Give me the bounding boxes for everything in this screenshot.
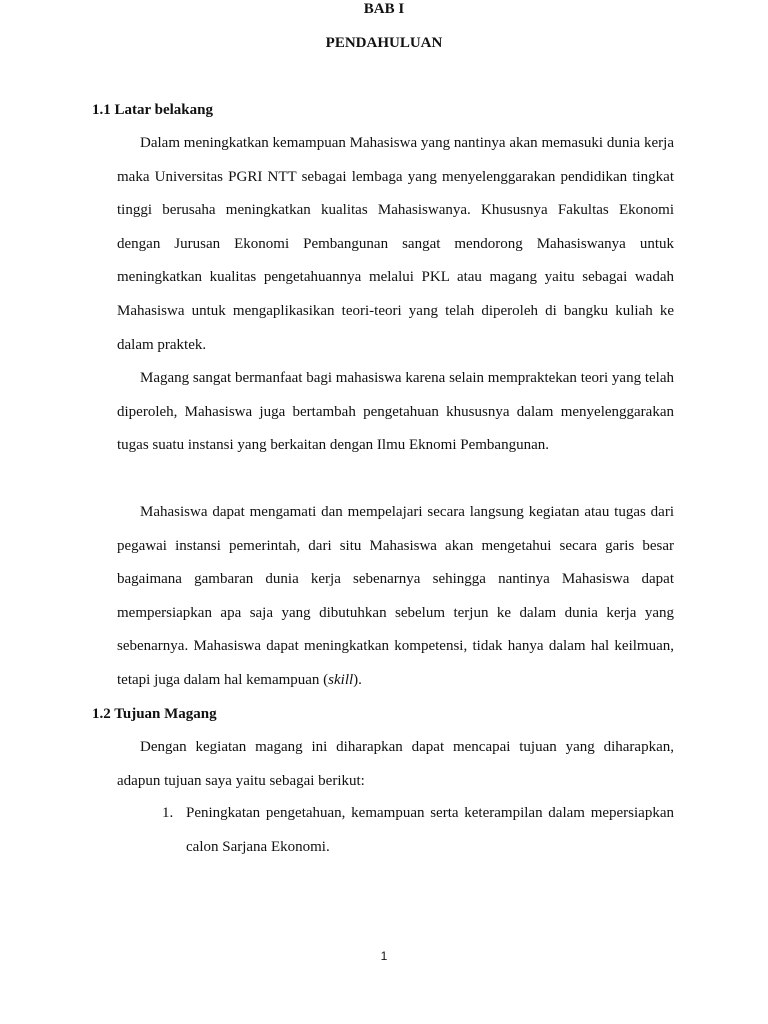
paragraph-text: Mahasiswa dapat mengamati dan mempelajari secara langsung kegiatan atau tugas dari pegawai instansi pemerintah, dari situ Mahasiswa akan mengetahui secara garis besar bagaimana gambaran dunia kerja sebenarnya sehingga nantinya Mahasiswa dapat mempersiapkan apa saja yang dibutuhkan sebelum terjun ke dalam dunia kerja yang sebenarnya. Mahasiswa dapat meningkatkan kompetensi, tidak hanya dalam hal keilmuan, tetapi juga dalam hal kemampuan ( xyxy=(117,504,674,688)
paragraph-latar-belakang-2: Magang sangat bermanfaat bagi mahasiswa karena selain mempraktekan teori yang telah diperoleh, Mahasiswa juga bertambah pengetahuan khususnya dalam menyelenggarakan tugas suatu instansi yang berkaitan dengan Ilmu Eknomi Pembangunan. xyxy=(117,370,674,454)
chapter-label: BAB I xyxy=(363,1,405,17)
section-heading-tujuan-magang: 1.2 Tujuan Magang xyxy=(92,706,217,722)
paragraph-text-end: ). xyxy=(353,671,362,688)
list-number: 1. xyxy=(162,805,174,821)
paragraph-latar-belakang-3 xyxy=(117,496,674,698)
chapter-title: PENDAHULUAN xyxy=(325,35,443,51)
paragraph-latar-belakang-1: Dalam meningkatkan kemampuan Mahasiswa yang nantinya akan memasuki dunia kerja maka Universitas PGRI NTT sebagai lembaga yang menyelenggarakan pendidikan tingkat tinggi berusaha meningkatkan kualitas Mahasiswanya. Khususnya Fakultas Ekonomi dengan Jurusan Ekonomi Pembangunan sangat mendorong Mahasiswanya untuk meningkatkan kualitas pengetahuannya melalui PKL atau magang yaitu sebagai wadah Mahasiswa untuk mengaplikasikan teori-teori yang telah diperoleh di bangku kuliah ke dalam praktek. xyxy=(117,135,674,353)
italic-term-skill: skill xyxy=(328,671,354,688)
list-item xyxy=(162,797,674,864)
objectives-list xyxy=(162,797,674,864)
list-item-text: Peningkatan pengetahuan, kemampuan serta keterampilan dalam mepersiapkan calon Sarjana Ekonomi. xyxy=(186,805,674,855)
paragraph-tujuan-magang: Dengan kegiatan magang ini diharapkan dapat mencapai tujuan yang diharapkan, adapun tujuan saya yaitu sebagai berikut: xyxy=(117,739,674,789)
page-number: 1 xyxy=(380,949,388,963)
section-heading-latar-belakang: 1.1 Latar belakang xyxy=(92,102,213,118)
